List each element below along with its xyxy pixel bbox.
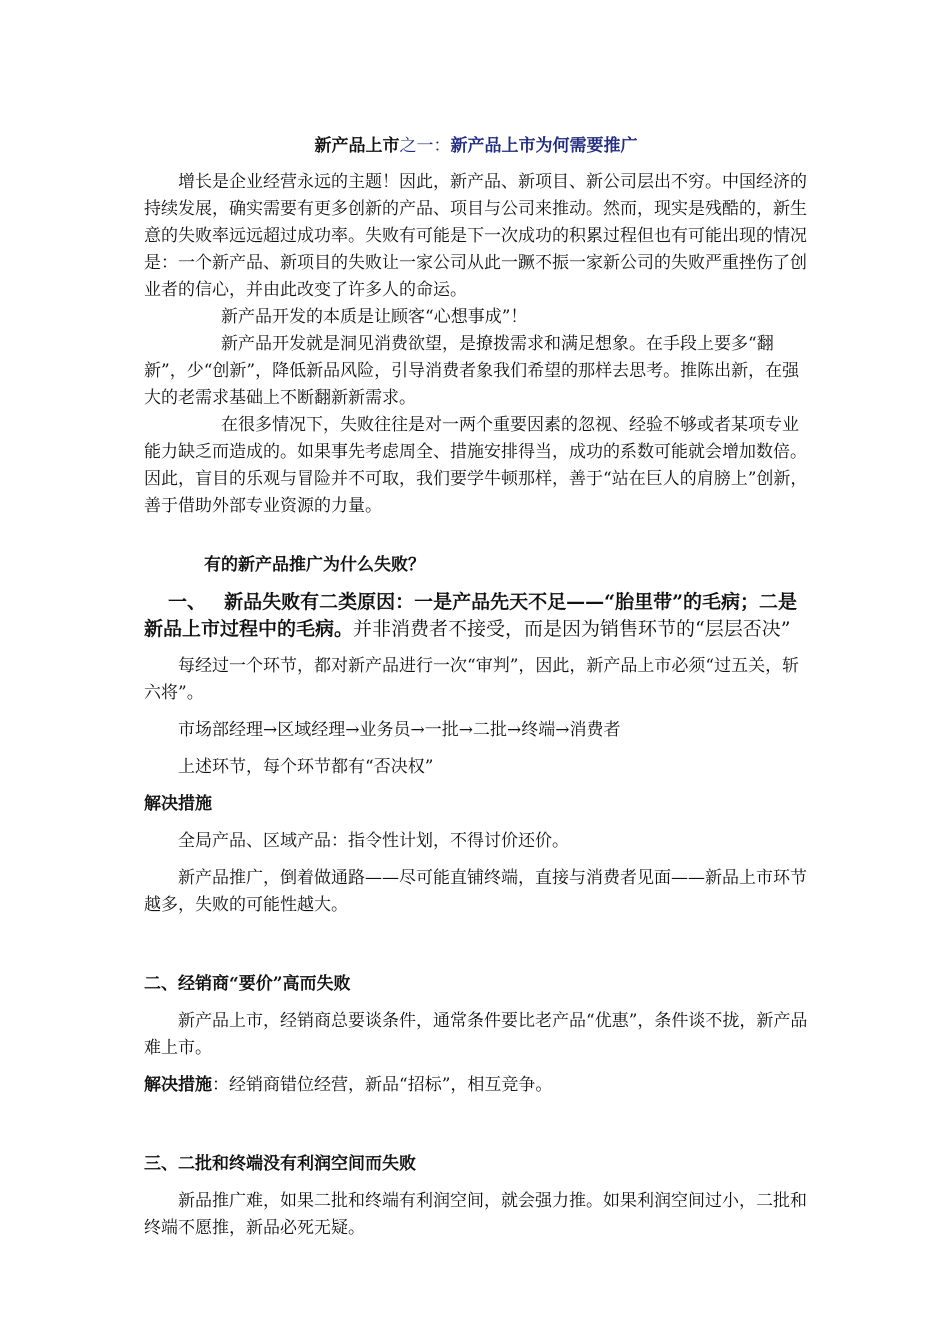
section-1-solution-2: 新产品推广，倒着做通路——尽可能直铺终端，直接与消费者见面——新品上市环节越多，失败的可能性越大。: [144, 868, 807, 915]
document-body: [144, 133, 808, 1242]
section-1-flow-chain: 市场部经理→区域经理→业务员→一批→二批→终端→消费者: [178, 720, 621, 740]
intro-paragraph-1: 增长是企业经营永远的主题！因此，新产品、新项目、新公司层出不穷。中国经济的持续发展，确实需要有更多创新的产品、项目与公司来推动。然而，现实是残酷的，新生意的失败率远远超过成功率。失败有可能是下一次成功的积累过程但也有可能出现的情况是：一个新产品、新项目的失败让一家公司从此一蹶不振一家新公司的失败严重挫伤了创业者的信心，并由此改变了许多人的命运。: [144, 172, 807, 300]
section-1-solution-label: 解决措施: [144, 794, 212, 814]
section-2-solution-label: 解决措施: [144, 1075, 212, 1095]
section-1-number: 一、: [168, 591, 207, 613]
question-heading: 有的新产品推广为什么失败？: [204, 555, 425, 575]
section-2-solution: [144, 1072, 808, 1099]
section-1-solution-1: 全局产品、区域产品：指令性计划，不得讨价还价。: [178, 831, 569, 851]
title-series: 之一：: [399, 136, 451, 156]
section-2-paragraph-1: 新产品上市，经销商总要谈条件，通常条件要比老产品“优惠”，条件谈不拢，新产品难上市。: [144, 1011, 808, 1058]
section-1-normal-text: 并非消费者不接受，而是因为销售环节的“层层否决”: [353, 618, 791, 640]
intro-paragraph-4: 在很多情况下，失败往往是对一两个重要因素的忽视、经验不够或者某项专业能力缺乏而造成的。如果事先考虑周全、措施安排得当，成功的系数可能就会增加数倍。因此，盲目的乐观与冒险并不可取，我们要学牛顿那样，善于“站在巨人的肩膀上”创新，善于借助外部专业资源的力量。: [144, 415, 808, 516]
document-title: [144, 133, 808, 159]
intro-paragraph-3: 新产品开发就是洞见消费欲望，是撩拨需求和满足想象。在手段上要多“翻新”，少“创新”，降低新品风险，引导消费者象我们希望的那样去思考。推陈出新，在强大的老需求基础上不断翻新新需求。: [144, 334, 800, 408]
section-2-solution-text: ：经销商错位经营，新品“招标”，相互竞争。: [212, 1075, 553, 1095]
intro-paragraph-2: 新产品开发的本质是让顾客“心想事成”！: [221, 307, 528, 327]
section-1-paragraph-2: 上述环节，每个环节都有“否决权”: [178, 757, 434, 777]
section-1-bold-text: 新品失败有二类原因：一是产品先天不足——“胎里带”的毛病；二是新品上市过程中的毛病。: [144, 591, 797, 640]
title-main: 新产品上市: [314, 136, 400, 156]
section-1-lead: [144, 589, 808, 643]
section-1-paragraph-1: 每经过一个环节，都对新产品进行一次“审判”，因此，新产品上市必须“过五关，斩六将”。: [144, 656, 800, 703]
section-3-heading: 三、二批和终端没有利润空间而失败: [144, 1154, 416, 1174]
title-subtitle: 新产品上市为何需要推广: [450, 136, 638, 156]
section-2-heading: 二、经销商“要价”高而失败: [144, 974, 351, 994]
section-3-paragraph-1: 新品推广难，如果二批和终端有利润空间，就会强力推。如果利润空间过小，二批和终端不愿推，新品必死无疑。: [144, 1191, 807, 1238]
